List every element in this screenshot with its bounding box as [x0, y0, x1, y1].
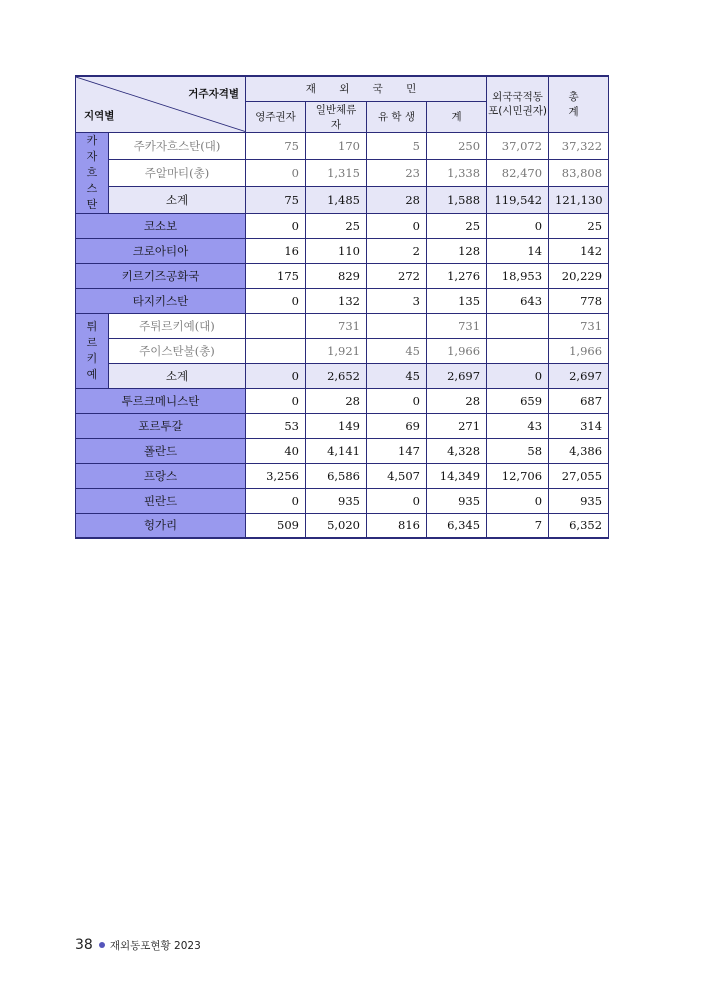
- cell-subtotal: 731: [427, 313, 487, 338]
- cell-student: 0: [367, 213, 427, 238]
- cell-total: 37,322: [549, 132, 609, 159]
- cell-student: 4,507: [367, 463, 427, 488]
- cell-student: 0: [367, 388, 427, 413]
- cell-subtotal: 128: [427, 238, 487, 263]
- row-label: 주카자흐스탄(대): [109, 132, 246, 159]
- cell-total: 4,386: [549, 438, 609, 463]
- cell-foreign: 14: [487, 238, 549, 263]
- cell-permanent: 0: [246, 388, 306, 413]
- cell-student: 272: [367, 263, 427, 288]
- header-total: 총 계: [549, 76, 609, 132]
- cell-general: 28: [306, 388, 367, 413]
- row-label: 소계: [109, 186, 246, 213]
- group-label-turkiye: 튀르키예: [76, 313, 109, 388]
- table-row: [76, 388, 609, 413]
- cell-subtotal: 6,345: [427, 513, 487, 538]
- cell-permanent: 0: [246, 213, 306, 238]
- row-label: 타지키스탄: [76, 288, 246, 313]
- cell-permanent: 40: [246, 438, 306, 463]
- cell-foreign: 0: [487, 363, 549, 388]
- cell-subtotal: 1,588: [427, 186, 487, 213]
- cell-general: 731: [306, 313, 367, 338]
- cell-general: 4,141: [306, 438, 367, 463]
- cell-total: 731: [549, 313, 609, 338]
- header-permanent: 영주권자: [246, 101, 306, 132]
- cell-general: 2,652: [306, 363, 367, 388]
- row-label: 헝가리: [76, 513, 246, 538]
- table-row: [76, 513, 609, 538]
- header-student: 유 학 생: [367, 101, 427, 132]
- table-row: [76, 238, 609, 263]
- cell-general: 25: [306, 213, 367, 238]
- table-row: [76, 132, 609, 159]
- cell-student: 816: [367, 513, 427, 538]
- cell-total: 20,229: [549, 263, 609, 288]
- table-row: [76, 463, 609, 488]
- cell-student: 28: [367, 186, 427, 213]
- row-label: 크로아티아: [76, 238, 246, 263]
- cell-subtotal: 1,966: [427, 338, 487, 363]
- row-label: 키르기즈공화국: [76, 263, 246, 288]
- cell-permanent: 0: [246, 159, 306, 186]
- cell-student: 0: [367, 488, 427, 513]
- cell-foreign: 7: [487, 513, 549, 538]
- cell-foreign: 643: [487, 288, 549, 313]
- cell-permanent: 175: [246, 263, 306, 288]
- row-label: 포르투갈: [76, 413, 246, 438]
- row-label: 투르크메니스탄: [76, 388, 246, 413]
- cell-student: 2: [367, 238, 427, 263]
- row-label: 프랑스: [76, 463, 246, 488]
- cell-general: 6,586: [306, 463, 367, 488]
- header-col-category: 지역별: [84, 109, 115, 122]
- row-label: 주튀르키예(대): [109, 313, 246, 338]
- cell-permanent: 53: [246, 413, 306, 438]
- cell-subtotal: 28: [427, 388, 487, 413]
- cell-foreign: 43: [487, 413, 549, 438]
- table-row: [76, 263, 609, 288]
- cell-total: 121,130: [549, 186, 609, 213]
- cell-subtotal: 4,328: [427, 438, 487, 463]
- cell-student: 147: [367, 438, 427, 463]
- cell-general: 1,485: [306, 186, 367, 213]
- cell-permanent: 3,256: [246, 463, 306, 488]
- bullet-icon: [99, 942, 105, 948]
- cell-permanent: 0: [246, 488, 306, 513]
- header-citizens-group: 재 외 국 민: [246, 76, 487, 101]
- row-label: 주알마티(총): [109, 159, 246, 186]
- cell-subtotal: 14,349: [427, 463, 487, 488]
- cell-total: 142: [549, 238, 609, 263]
- cell-student: [367, 313, 427, 338]
- header-foreign-nationals: 외국국적동포(시민권자): [487, 76, 549, 132]
- header-diagonal-cell: [76, 76, 246, 132]
- cell-foreign: [487, 313, 549, 338]
- cell-total: 6,352: [549, 513, 609, 538]
- cell-permanent: 509: [246, 513, 306, 538]
- cell-permanent: 16: [246, 238, 306, 263]
- cell-student: 45: [367, 363, 427, 388]
- cell-general: 132: [306, 288, 367, 313]
- cell-total: 2,697: [549, 363, 609, 388]
- page-number: 38: [75, 937, 93, 953]
- table-row: [76, 438, 609, 463]
- cell-student: 23: [367, 159, 427, 186]
- cell-permanent: 0: [246, 363, 306, 388]
- cell-student: 5: [367, 132, 427, 159]
- cell-general: 935: [306, 488, 367, 513]
- table-row: [76, 413, 609, 438]
- row-label: 코소보: [76, 213, 246, 238]
- cell-foreign: 0: [487, 213, 549, 238]
- table-row-subtotal: [76, 363, 609, 388]
- group-label-kazakhstan: 카자흐스탄: [76, 132, 109, 213]
- row-label: 핀란드: [76, 488, 246, 513]
- overseas-koreans-table: [75, 75, 609, 539]
- footer-title: 재외동포현황 2023: [109, 940, 201, 952]
- cell-student: 3: [367, 288, 427, 313]
- cell-general: 1,921: [306, 338, 367, 363]
- table-row: [76, 313, 609, 338]
- cell-general: 5,020: [306, 513, 367, 538]
- page-footer: [75, 937, 201, 953]
- table-row: [76, 288, 609, 313]
- cell-general: 149: [306, 413, 367, 438]
- cell-permanent: 75: [246, 132, 306, 159]
- cell-subtotal: 135: [427, 288, 487, 313]
- cell-subtotal: 1,276: [427, 263, 487, 288]
- cell-foreign: 58: [487, 438, 549, 463]
- cell-foreign: 659: [487, 388, 549, 413]
- cell-permanent: 0: [246, 288, 306, 313]
- cell-general: 110: [306, 238, 367, 263]
- cell-total: 935: [549, 488, 609, 513]
- cell-foreign: [487, 338, 549, 363]
- cell-total: 27,055: [549, 463, 609, 488]
- cell-foreign: 12,706: [487, 463, 549, 488]
- cell-permanent: 75: [246, 186, 306, 213]
- cell-student: 45: [367, 338, 427, 363]
- table-row-subtotal: [76, 186, 609, 213]
- row-label: 소계: [109, 363, 246, 388]
- table-row: [76, 488, 609, 513]
- cell-foreign: 82,470: [487, 159, 549, 186]
- cell-general: 170: [306, 132, 367, 159]
- cell-subtotal: 1,338: [427, 159, 487, 186]
- cell-permanent: [246, 338, 306, 363]
- cell-total: 83,808: [549, 159, 609, 186]
- cell-subtotal: 271: [427, 413, 487, 438]
- row-label: 주이스탄불(총): [109, 338, 246, 363]
- cell-foreign: 119,542: [487, 186, 549, 213]
- cell-general: 829: [306, 263, 367, 288]
- cell-subtotal: 2,697: [427, 363, 487, 388]
- cell-foreign: 37,072: [487, 132, 549, 159]
- cell-total: 1,966: [549, 338, 609, 363]
- cell-student: 69: [367, 413, 427, 438]
- cell-general: 1,315: [306, 159, 367, 186]
- table-row: [76, 213, 609, 238]
- cell-foreign: 0: [487, 488, 549, 513]
- cell-total: 687: [549, 388, 609, 413]
- header-general: 일반체류자: [306, 101, 367, 132]
- cell-subtotal: 250: [427, 132, 487, 159]
- cell-total: 778: [549, 288, 609, 313]
- cell-total: 25: [549, 213, 609, 238]
- cell-permanent: [246, 313, 306, 338]
- header-subtotal: 계: [427, 101, 487, 132]
- row-label: 폴란드: [76, 438, 246, 463]
- header-row-category: 거주자격별: [188, 88, 239, 100]
- cell-total: 314: [549, 413, 609, 438]
- cell-foreign: 18,953: [487, 263, 549, 288]
- cell-subtotal: 935: [427, 488, 487, 513]
- table-row: [76, 159, 609, 186]
- table-row: [76, 338, 609, 363]
- cell-subtotal: 25: [427, 213, 487, 238]
